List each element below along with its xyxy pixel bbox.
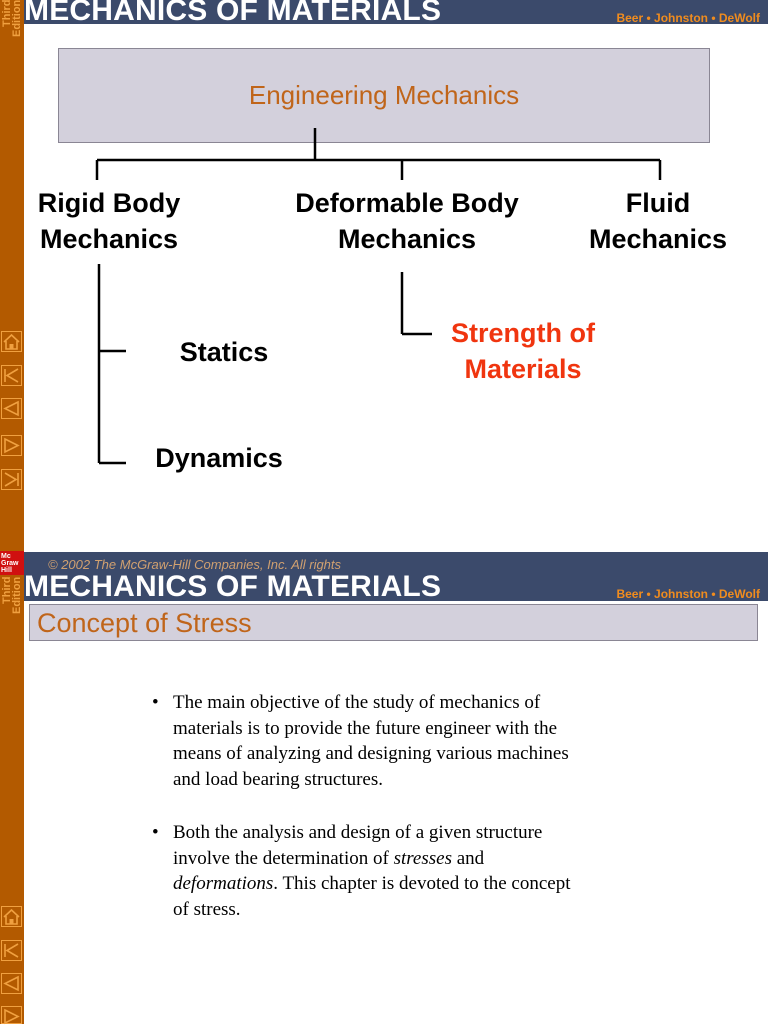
- first-slide-button[interactable]: [1, 940, 22, 961]
- slide2-authors: Beer • Johnston • DeWolf: [616, 587, 760, 601]
- first-slide-icon: [2, 941, 21, 960]
- deformable-body-line2: Mechanics: [337, 224, 477, 254]
- previous-slide-button[interactable]: [1, 973, 22, 994]
- bullet-text-part: and: [451, 847, 485, 869]
- fluid-node: [572, 185, 744, 257]
- bullet-list: [152, 690, 572, 950]
- slide2-course-title: MECHANICS OF MATERIALS: [24, 570, 442, 603]
- home-icon: [2, 907, 21, 926]
- strength-line2: Materials: [464, 354, 582, 384]
- rigid-body-node: [20, 185, 198, 257]
- slide2-edition-label: Third Edition: [1, 577, 23, 615]
- bullet-text: [173, 822, 571, 920]
- previous-slide-icon: [2, 974, 21, 993]
- rigid-body-line2: Mechanics: [39, 224, 179, 254]
- logo-line2: Graw: [1, 560, 19, 567]
- emphasis-deformations: deformations: [173, 873, 274, 894]
- strength-of-materials-node: [432, 315, 614, 387]
- logo-line3: Hill: [1, 567, 12, 574]
- next-slide-icon: [2, 1007, 21, 1026]
- section-title: Concept of Stress: [37, 608, 252, 638]
- next-slide-button[interactable]: [1, 1006, 22, 1024]
- diagram-root-label: Engineering Mechanics: [248, 80, 520, 110]
- bullet-dot: •: [152, 692, 159, 713]
- home-button[interactable]: [1, 906, 22, 927]
- slide1-edition-label: Third Edition: [1, 0, 23, 38]
- copyright-notice: © 2002 The McGraw-Hill Companies, Inc. All rights: [48, 557, 342, 572]
- bullet-text-part: . This chapter is devoted to the concept of stress.: [173, 873, 571, 920]
- slide1-course-title: MECHANICS OF MATERIALS: [24, 0, 442, 27]
- strength-line1: Strength of: [451, 318, 595, 348]
- slide2-header-bar: [24, 570, 768, 603]
- bullet-item: [152, 820, 572, 922]
- section-title-box: [29, 604, 758, 641]
- bullet-dot: •: [152, 822, 159, 843]
- dynamics-node: Dynamics: [155, 443, 283, 473]
- bullet-text: The main objective of the study of mechanics of materials is to provide the future engineer with the means of analyzing and designing various machines and load bearing structures.: [173, 692, 569, 790]
- fluid-line1: Fluid: [625, 188, 691, 218]
- statics-node: Statics: [179, 337, 269, 367]
- bullet-item: [152, 690, 572, 792]
- deformable-body-line1: Deformable Body: [295, 188, 519, 218]
- rigid-body-line1: Rigid Body: [37, 188, 181, 218]
- fluid-line2: Mechanics: [588, 224, 728, 254]
- emphasis-stresses: stresses: [393, 847, 452, 869]
- logo-line1: Mc: [1, 553, 11, 560]
- mcgraw-hill-logo: [0, 551, 24, 575]
- deformable-body-node: [272, 185, 542, 257]
- bullet-text-part: Both the analysis and design of a given structure involve the determination of: [173, 822, 543, 869]
- slide1-authors: Beer • Johnston • DeWolf: [616, 11, 760, 25]
